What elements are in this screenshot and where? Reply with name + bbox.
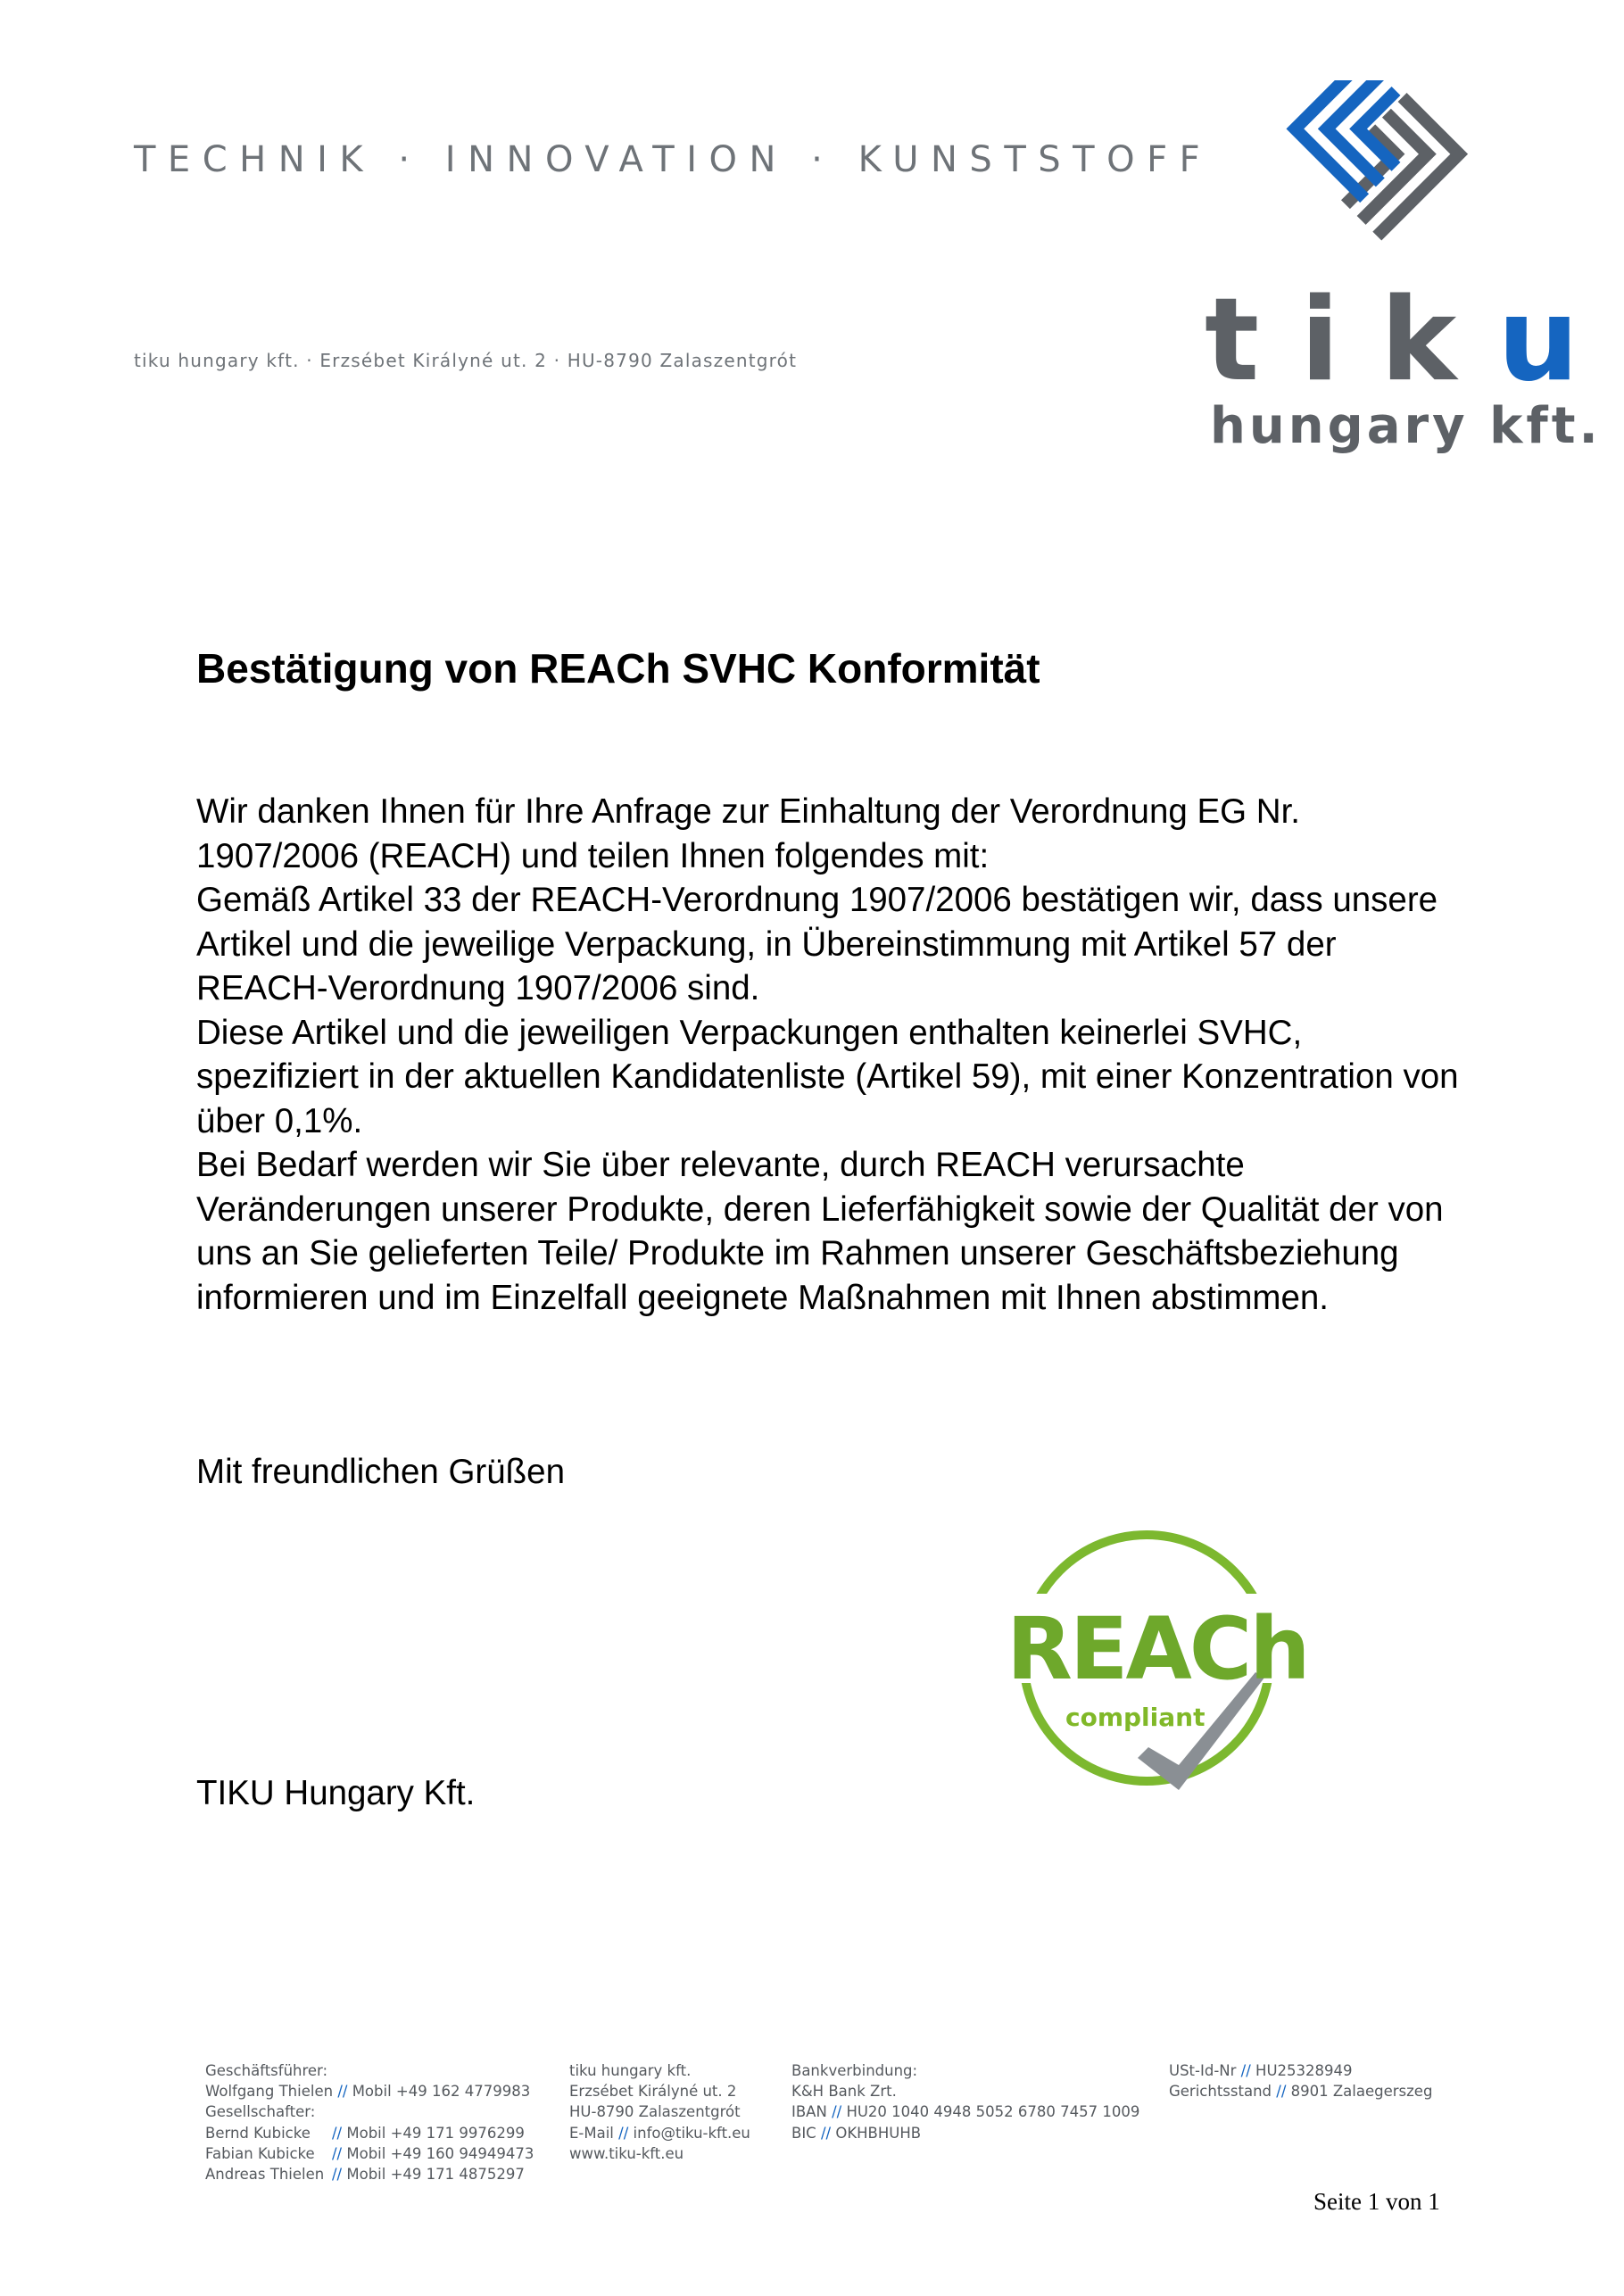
footer-separator: //: [618, 2124, 629, 2142]
logo-wordmark: [1205, 274, 1579, 407]
footer-person-name: Fabian Kubicke: [205, 2144, 315, 2162]
footer-separator: //: [337, 2083, 348, 2101]
letterhead-tagline: TECHNIK · INNOVATION · KUNSTSTOFF: [134, 139, 1213, 180]
body-paragraph: Gemäß Artikel 33 der REACH-Verordnung 1907/2006 bestätigen wir, dass unsere Artikel und die jeweilige Verpackung, in Übereinstimmung mit Artikel 57 der REACH-Verordnung 1907/2006 sind.: [196, 881, 1438, 1007]
footer-bic: OKHBHUHB: [835, 2124, 922, 2142]
logo-wordmark-accent: u: [1497, 274, 1579, 407]
reach-badge-subtext: compliant: [1065, 1703, 1206, 1732]
footer-email-link[interactable]: info@tiku-kft.eu: [633, 2124, 750, 2142]
footer-web-link[interactable]: www.tiku-kft.eu: [569, 2144, 684, 2162]
company-logo-mark: [1227, 80, 1512, 277]
footer-person-name: Andreas Thielen: [205, 2166, 325, 2184]
footer-management: [205, 2060, 534, 2184]
footer-phone: Mobil +49 171 4875297: [346, 2166, 525, 2184]
footer-company: tiku hungary kft.: [569, 2062, 692, 2079]
footer-bic-label: BIC: [791, 2124, 816, 2142]
footer-tax: [1169, 2060, 1432, 2101]
footer-court-label: Gerichtsstand: [1169, 2083, 1272, 2101]
footer-phone: Mobil +49 171 9976299: [346, 2124, 525, 2142]
footer-label: Bankverbindung:: [791, 2062, 918, 2079]
body-paragraph: Bei Bedarf werden wir Sie über relevante, durch REACH verursachte Veränderungen unserer Produkte, deren Lieferfähigkeit sowie der Qualität der von uns an Sie gelieferten Teile/ Produkte im Rahmen unserer Geschäftsbeziehung informieren und im Einzelfall geeignete Maßnahmen mit Ihnen abstimmen.: [196, 1146, 1444, 1317]
footer-separator: //: [1276, 2083, 1287, 2101]
footer-separator: //: [832, 2103, 842, 2121]
footer-street: Erzsébet Királyné ut. 2: [569, 2083, 737, 2101]
letter-body: [196, 790, 1463, 1320]
footer-court: 8901 Zalaegerszeg: [1290, 2083, 1433, 2101]
footer-email-label: E-Mail: [569, 2124, 614, 2142]
footer-separator: //: [1240, 2062, 1251, 2079]
footer-vat: HU25328949: [1255, 2062, 1353, 2079]
company-signature: TIKU Hungary Kft.: [196, 1774, 476, 1812]
logo-subname: hungary kft.: [1210, 397, 1602, 455]
footer-person-name: Bernd Kubicke: [205, 2124, 311, 2142]
footer-city: HU-8790 Zalaszentgrót: [569, 2103, 741, 2121]
closing-greeting: Mit freundlichen Grüßen: [196, 1453, 565, 1491]
footer-phone: Mobil +49 162 4779983: [352, 2083, 531, 2101]
footer-separator: //: [332, 2166, 343, 2184]
logo-wordmark-main: tik: [1205, 274, 1498, 407]
reach-badge-word: REACh: [1007, 1599, 1308, 1699]
footer-iban: HU20 1040 4948 5052 6780 7457 1009: [846, 2103, 1140, 2121]
footer-label: Gesellschafter:: [205, 2103, 316, 2121]
footer-person-name: Wolfgang Thielen: [205, 2083, 334, 2101]
body-paragraph: Wir danken Ihnen für Ihre Anfrage zur Einhaltung der Verordnung EG Nr. 1907/2006 (REACH) und teilen Ihnen folgendes mit:: [196, 792, 1301, 875]
footer-phone: Mobil +49 160 94949473: [346, 2144, 534, 2162]
footer-separator: //: [332, 2124, 343, 2142]
footer-iban-label: IBAN: [791, 2103, 827, 2121]
footer-vat-label: USt-Id-Nr: [1169, 2062, 1237, 2079]
sender-address-line: tiku hungary kft. · Erzsébet Királyné ut. 2 · HU-8790 Zalaszentgrót: [134, 350, 798, 371]
footer-label: Geschäftsführer:: [205, 2062, 328, 2079]
page-number: Seite 1 von 1: [1313, 2188, 1440, 2215]
footer-separator: //: [820, 2124, 832, 2142]
footer-bank: [791, 2060, 1139, 2143]
footer-address: [569, 2060, 750, 2164]
document-title: Bestätigung von REACh SVHC Konformität: [196, 645, 1040, 692]
footer-bank-name: K&H Bank Zrt.: [791, 2083, 897, 2101]
footer-separator: //: [332, 2144, 343, 2162]
body-paragraph: Diese Artikel und die jeweiligen Verpackungen enthalten keinerlei SVHC, spezifiziert in der aktuellen Kandidatenliste (Artikel 59), mit einer Konzentration von über 0,1%.: [196, 1013, 1459, 1140]
